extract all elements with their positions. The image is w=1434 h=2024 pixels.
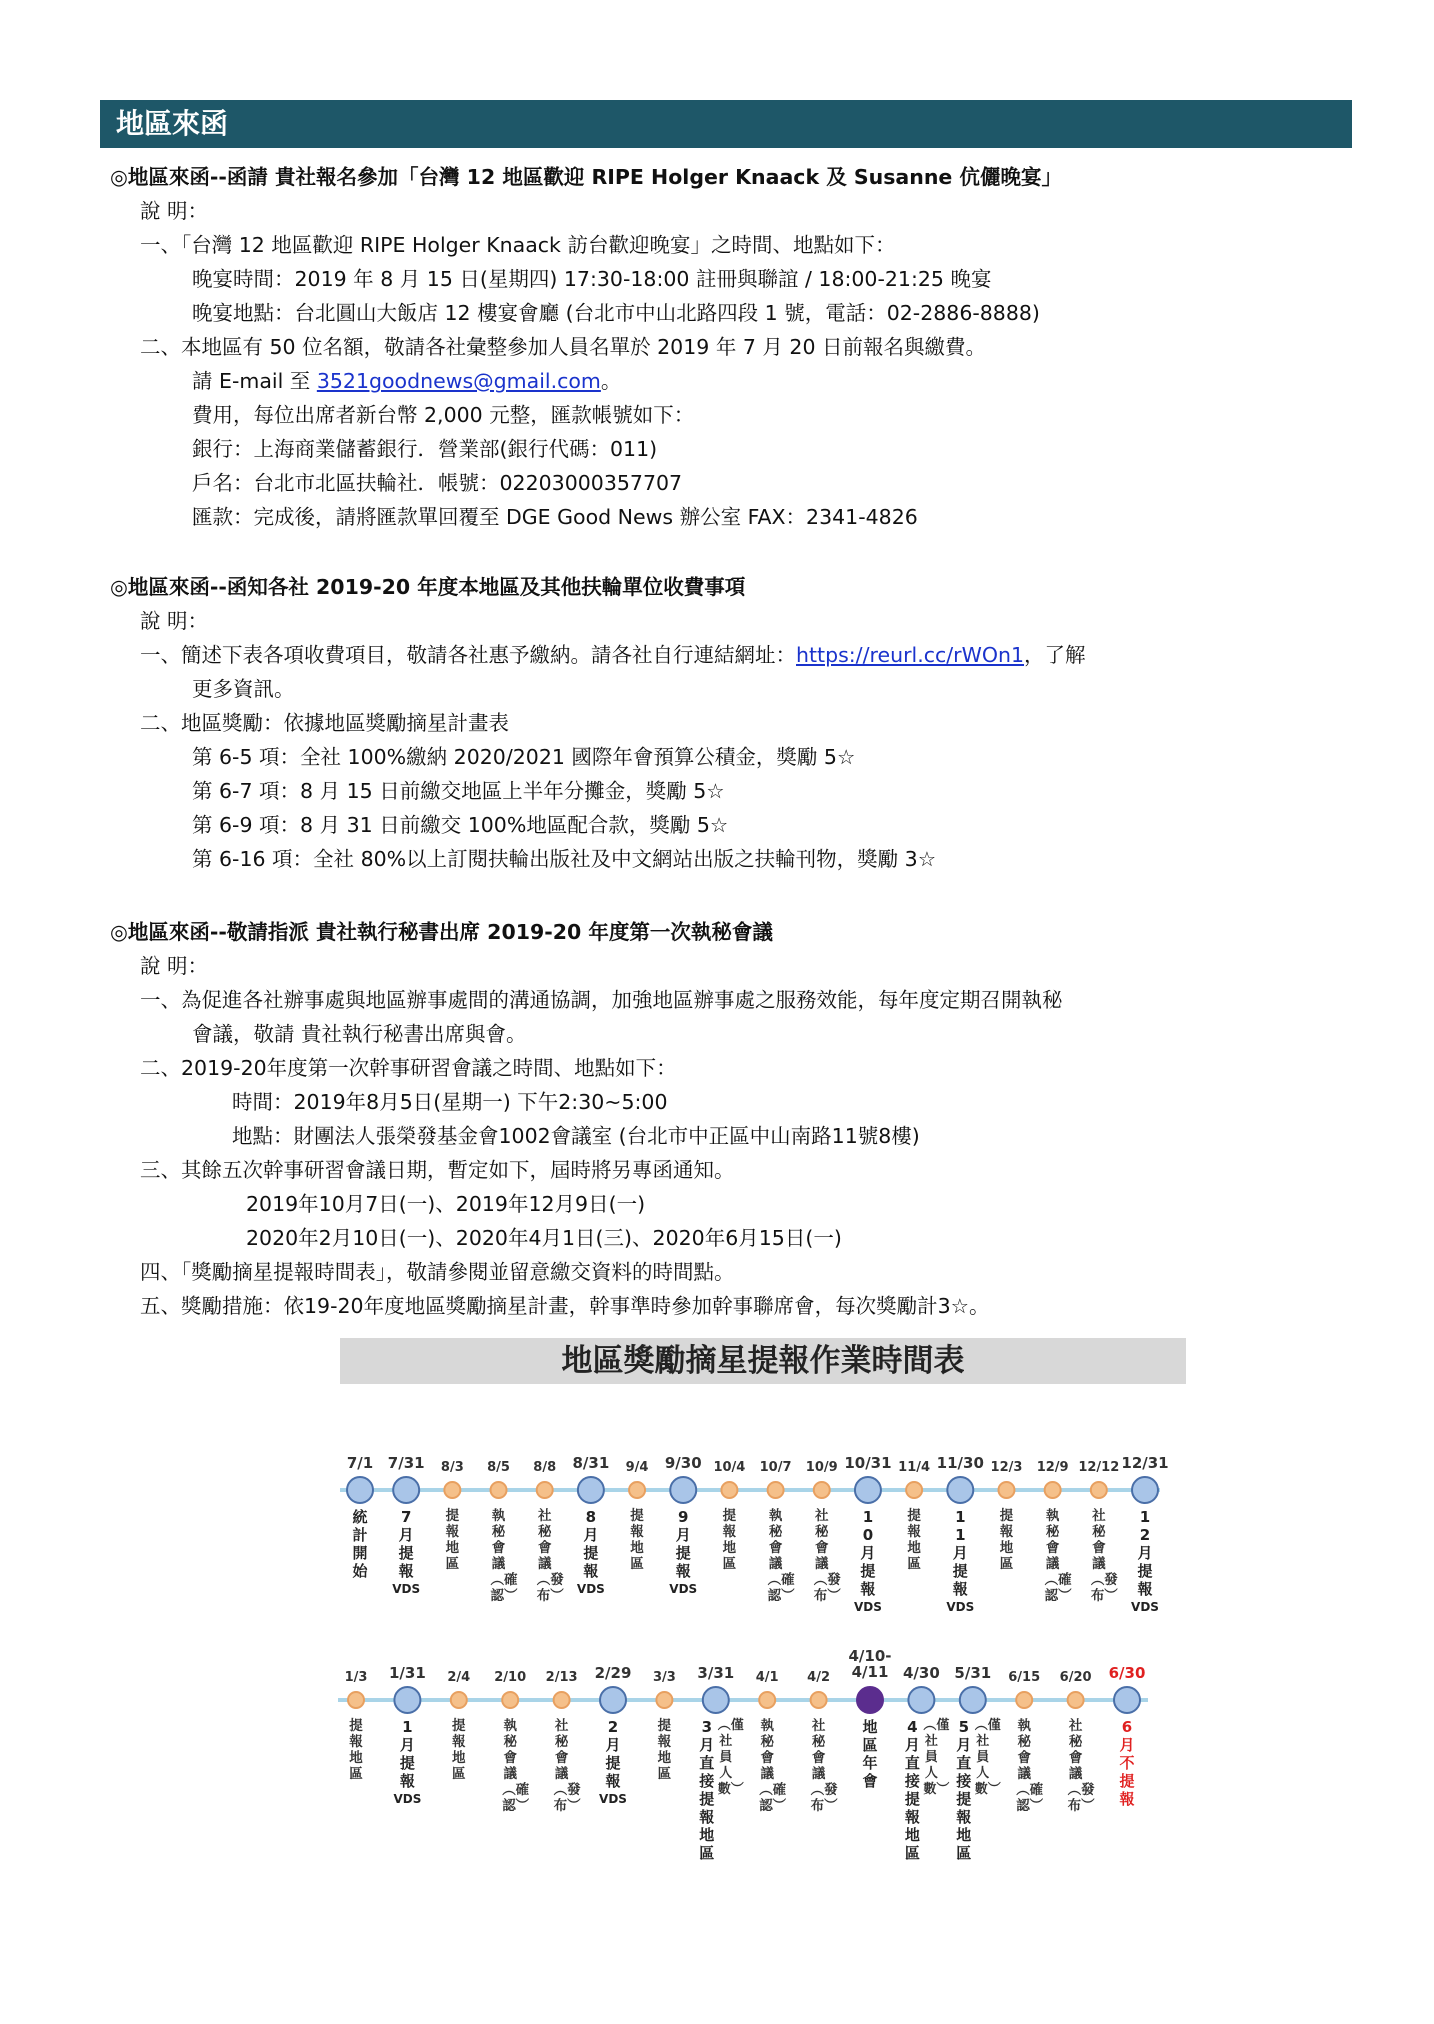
meeting-time: 時間：2019年8月5日(星期一) 下午2:30~5:00 bbox=[232, 1090, 668, 1114]
timeline-date: 11/30 bbox=[936, 1454, 984, 1472]
timeline-vds: VDS bbox=[946, 1600, 975, 1614]
timeline-label: 2月提報 bbox=[605, 1718, 621, 1790]
timeline-date: 12/9 bbox=[1036, 1460, 1069, 1475]
timeline-marker bbox=[1045, 1482, 1061, 1498]
timeline-label: 地區年會 bbox=[862, 1718, 878, 1790]
timeline-label: 10月提報 bbox=[860, 1508, 876, 1598]
timeline-marker bbox=[656, 1692, 672, 1708]
timeline-marker bbox=[1114, 1687, 1140, 1713]
notice-secretary-meeting bbox=[110, 915, 1350, 1323]
timeline-marker bbox=[759, 1692, 775, 1708]
note-label: 說 明： bbox=[140, 609, 209, 633]
timeline-marker bbox=[444, 1482, 460, 1498]
timeline-marker bbox=[600, 1687, 626, 1713]
timeline-label: 3月直接提報地區 bbox=[699, 1718, 715, 1862]
timeline-marker bbox=[1091, 1482, 1107, 1498]
notice-fees bbox=[110, 570, 1350, 876]
timeline-date: 10/4 bbox=[713, 1460, 746, 1475]
timeline-label: 統計開始 bbox=[352, 1508, 368, 1580]
item-1 bbox=[110, 638, 1350, 672]
timeline-marker bbox=[703, 1687, 729, 1713]
award-6-9: 第 6-9 項：8 月 31 日前繳交 100%地區配合款，獎勵 5☆ bbox=[192, 813, 729, 837]
timeline-date: 3/3 bbox=[652, 1670, 676, 1685]
timeline-vds: VDS bbox=[392, 1582, 421, 1596]
timeline-vds: VDS bbox=[599, 1792, 627, 1806]
item-2: 二、本地區有 50 位名額，敬請各社彙整參加人員名單於 2019 年 7 月 20 日前報名與繳費。 bbox=[140, 335, 987, 359]
timeline-vds: VDS bbox=[393, 1792, 422, 1806]
timeline-label: 執秘會議︵確認︶ bbox=[1016, 1718, 1044, 1814]
email-prefix: 請 E-mail 至 bbox=[192, 369, 317, 393]
timeline-date: 9/30 bbox=[664, 1454, 702, 1472]
timeline-marker bbox=[491, 1482, 507, 1498]
timeline-date: 6/20 bbox=[1059, 1670, 1092, 1685]
timeline-marker bbox=[1016, 1692, 1032, 1708]
dinner-venue: 晚宴地點：台北圓山大飯店 12 樓宴會廳 (台北市中山北路四段 1 號，電話：02-2886-8888) bbox=[192, 301, 1040, 325]
timeline-date: 6/30 bbox=[1108, 1664, 1146, 1682]
timeline-date: 11/4 bbox=[898, 1460, 931, 1475]
timeline-date: 3/31 bbox=[697, 1664, 735, 1682]
award-6-5: 第 6-5 項：全社 100%繳納 2020/2021 國際年會預算公積金，獎勵 5☆ bbox=[192, 745, 856, 769]
timeline-label: 4月直接提報地區 bbox=[904, 1718, 920, 1862]
notice-ripe-dinner bbox=[110, 160, 1350, 534]
timeline-marker bbox=[721, 1482, 737, 1498]
timeline-date: 9/4 bbox=[625, 1460, 649, 1475]
dinner-time: 晚宴時間：2019 年 8 月 15 日(星期四) 17:30-18:00 註冊與聯誼 / 18:00-21:25 晚宴 bbox=[192, 267, 992, 291]
timeline-marker bbox=[394, 1687, 420, 1713]
timeline-label: 提報地區 bbox=[999, 1508, 1014, 1572]
timeline-label: 執秘會議︵確認︶ bbox=[1044, 1508, 1072, 1604]
timeline-date: 8/8 bbox=[533, 1460, 557, 1475]
item-1: 一、「台灣 12 地區歡迎 RIPE Holger Knaack 訪台歡迎晚宴」之時間、地點如下： bbox=[140, 233, 896, 257]
timeline-date: 7/31 bbox=[387, 1454, 425, 1472]
timeline-marker bbox=[451, 1692, 467, 1708]
timeline-label: 執秘會議︵確認︶ bbox=[502, 1718, 530, 1814]
timeline-label: 5月直接提報地區 bbox=[956, 1718, 972, 1862]
award-6-16: 第 6-16 項：全社 80%以上訂閱扶輪出版社及中文網站出版之扶輪刊物，獎勵 3☆ bbox=[192, 847, 937, 871]
item-3: 三、其餘五次幹事研習會議日期，暫定如下，屆時將另專函通知。 bbox=[140, 1158, 735, 1182]
timeline-title: 地區獎勵摘星提報作業時間表 bbox=[340, 1338, 1186, 1384]
timeline-date: 5/31 bbox=[954, 1664, 992, 1682]
item-1: 一、為促進各社辦事處與地區辦事處間的溝通協調，加強地區辦事處之服務效能，每年度定期召開執秘 bbox=[140, 988, 1063, 1012]
remit-line: 匯款：完成後，請將匯款單回覆至 DGE Good News 辦公室 FAX：2341-4826 bbox=[192, 505, 918, 529]
timeline-label: 提報地區 bbox=[722, 1508, 737, 1572]
timeline-sublabel: ︵僅社員人數︶ bbox=[974, 1718, 1001, 1797]
timeline-vds: VDS bbox=[1131, 1600, 1159, 1614]
item-1-continued: 更多資訊。 bbox=[192, 677, 295, 701]
timeline-vds: VDS bbox=[576, 1582, 605, 1596]
timeline-date: 7/1 bbox=[346, 1454, 374, 1472]
timeline-date: 4/30 bbox=[902, 1664, 940, 1682]
item-1-text: 一、簡述下表各項收費項目，敬請各社惠予繳納。請各社自行連結網址： bbox=[140, 643, 796, 667]
timeline-marker bbox=[1132, 1477, 1158, 1503]
timeline-date: 2/10 bbox=[494, 1670, 527, 1685]
timeline-label: 提報地區 bbox=[349, 1718, 363, 1782]
item-4: 四、「獎勵摘星提報時間表」，敬請參閱並留意繳交資料的時間點。 bbox=[140, 1260, 735, 1284]
item-1-suffix: ，了解 bbox=[1024, 643, 1086, 667]
dates-1: 2019年10月7日(一)、2019年12月9日(一) bbox=[246, 1192, 646, 1216]
timeline-date: 8/3 bbox=[440, 1460, 464, 1475]
timeline-marker bbox=[348, 1692, 364, 1708]
item-2: 二、2019-20年度第一次幹事研習會議之時間、地點如下： bbox=[140, 1056, 677, 1080]
timeline-label: 7月提報 bbox=[398, 1508, 414, 1580]
timeline-label: 11月提報 bbox=[952, 1508, 968, 1598]
timeline-label: 社秘會議︵發布︶ bbox=[1067, 1718, 1095, 1814]
timeline-marker bbox=[578, 1477, 604, 1503]
timeline-date: 4/2 bbox=[807, 1670, 831, 1685]
timeline-label: 提報地區 bbox=[907, 1508, 921, 1572]
timeline-date: 2/29 bbox=[594, 1664, 632, 1682]
email-line bbox=[110, 364, 1350, 398]
timeline-date: 1/3 bbox=[344, 1670, 368, 1685]
timeline-marker bbox=[906, 1482, 922, 1498]
timeline-marker bbox=[502, 1692, 518, 1708]
timeline-label: 提報地區 bbox=[630, 1508, 644, 1572]
timeline-sublabel: ︵僅社員人數︶ bbox=[717, 1718, 744, 1797]
notice-title: ◎地區來函--函請 貴社報名參加「台灣 12 地區歡迎 RIPE Holger Knaack 及 Susanne 伉儷晚宴」 bbox=[110, 165, 1062, 189]
timeline-vds: VDS bbox=[669, 1582, 698, 1596]
timeline-date: 4/10-4/11 bbox=[848, 1647, 892, 1681]
bank-line: 銀行：上海商業儲蓄銀行．營業部(銀行代碼：011) bbox=[192, 437, 658, 461]
timeline-date: 1/31 bbox=[388, 1664, 426, 1682]
timeline-marker bbox=[998, 1482, 1014, 1498]
award-6-7: 第 6-7 項：8 月 15 日前繳交地區上半年分攤金，獎勵 5☆ bbox=[192, 779, 725, 803]
timeline-vds: VDS bbox=[853, 1600, 882, 1614]
timeline-label: 執秘會議︵確認︶ bbox=[767, 1508, 795, 1604]
timeline-date: 10/31 bbox=[844, 1454, 892, 1472]
timeline-label: 8月提報 bbox=[583, 1508, 599, 1580]
timeline-marker bbox=[347, 1477, 373, 1503]
timeline-date: 10/9 bbox=[805, 1460, 838, 1475]
account-line: 戶名：台北市北區扶輪社．帳號：02203000357707 bbox=[192, 471, 683, 495]
timeline-label: 1月提報 bbox=[399, 1718, 415, 1790]
item-5: 五、獎勵措施：依19-20年度地區獎勵摘星計畫，幹事準時參加幹事聯席會，每次獎勵計3☆。 bbox=[140, 1294, 990, 1318]
timeline-label: 6月不提報 bbox=[1119, 1718, 1135, 1808]
timeline-marker bbox=[537, 1482, 553, 1498]
timeline-date: 10/7 bbox=[759, 1460, 792, 1475]
timeline-date: 8/31 bbox=[572, 1454, 610, 1472]
note-label: 說 明： bbox=[140, 199, 209, 223]
timeline-marker bbox=[814, 1482, 830, 1498]
item-2: 二、地區獎勵：依據地區獎勵摘星計畫表 bbox=[140, 711, 509, 735]
meeting-venue: 地點：財團法人張榮發基金會1002會議室 (台北市中正區中山南路11號8樓) bbox=[232, 1124, 920, 1148]
timeline-date: 12/3 bbox=[990, 1460, 1023, 1475]
timeline-marker bbox=[1068, 1692, 1084, 1708]
timeline-sublabel: ︵僅社員人數︶ bbox=[923, 1718, 950, 1797]
timeline-label: 社秘會議︵發布︶ bbox=[813, 1508, 841, 1604]
notice-title: ◎地區來函--敬請指派 貴社執行秘書出席 2019-20 年度第一次執秘會議 bbox=[110, 920, 773, 944]
timeline-date: 6/15 bbox=[1008, 1670, 1041, 1685]
timeline-date: 4/1 bbox=[755, 1670, 779, 1685]
timeline-marker bbox=[857, 1687, 883, 1713]
email-suffix: 。 bbox=[600, 369, 622, 393]
timeline-label: 提報地區 bbox=[657, 1718, 672, 1782]
section-header: 地區來函 bbox=[100, 100, 1352, 148]
timeline-marker bbox=[554, 1692, 570, 1708]
timeline-label: 12月提報 bbox=[1137, 1508, 1153, 1598]
note-label: 說 明： bbox=[140, 954, 209, 978]
timeline-date: 2/4 bbox=[447, 1670, 471, 1685]
timeline-marker bbox=[393, 1477, 419, 1503]
timeline-label: 執秘會議︵確認︶ bbox=[490, 1508, 518, 1604]
timeline-date: 12/31 bbox=[1121, 1454, 1169, 1472]
timeline-label: 社秘會議︵發布︶ bbox=[553, 1718, 581, 1814]
notice-title: ◎地區來函--函知各社 2019-20 年度本地區及其他扶輪單位收費事項 bbox=[110, 575, 746, 599]
timeline-label: 社秘會議︵發布︶ bbox=[1090, 1508, 1118, 1604]
timeline-marker bbox=[960, 1687, 986, 1713]
info-link[interactable]: https://reurl.cc/rWOn1 bbox=[796, 643, 1025, 667]
timeline-label: 社秘會議︵發布︶ bbox=[536, 1508, 564, 1604]
item-1-continued: 會議，敬請 貴社執行秘書出席與會。 bbox=[192, 1022, 527, 1046]
timeline-marker bbox=[811, 1692, 827, 1708]
timeline-marker bbox=[768, 1482, 784, 1498]
timeline-label: 9月提報 bbox=[675, 1508, 691, 1580]
timeline-marker bbox=[947, 1477, 973, 1503]
timeline-marker bbox=[670, 1477, 696, 1503]
timeline-label: 社秘會議︵發布︶ bbox=[810, 1718, 838, 1814]
timeline-date: 8/5 bbox=[487, 1460, 510, 1475]
timeline-label: 執秘會議︵確認︶ bbox=[759, 1718, 787, 1814]
fee-line: 費用，每位出席者新台幣 2,000 元整，匯款帳號如下： bbox=[192, 403, 695, 427]
timeline-date: 12/12 bbox=[1078, 1460, 1120, 1475]
timeline-marker bbox=[855, 1477, 881, 1503]
timeline-label: 提報地區 bbox=[452, 1718, 466, 1782]
dates-2: 2020年2月10日(一)、2020年4月1日(三)、2020年6月15日(一) bbox=[246, 1226, 842, 1250]
timeline-date: 2/13 bbox=[545, 1670, 578, 1685]
timeline-marker bbox=[629, 1482, 645, 1498]
email-link[interactable]: 3521goodnews@gmail.com bbox=[316, 369, 601, 393]
timeline-label: 提報地區 bbox=[445, 1508, 460, 1572]
timeline-marker bbox=[908, 1687, 934, 1713]
